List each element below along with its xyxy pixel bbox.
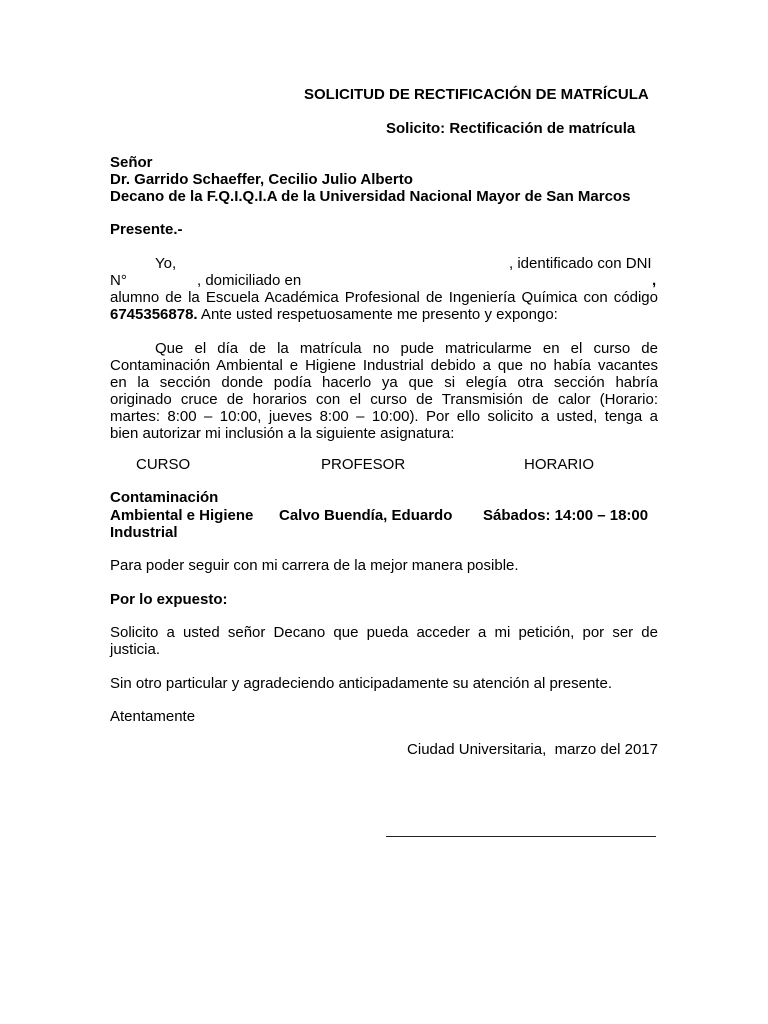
student-code: 6745356878. — [110, 306, 198, 323]
solicito-decano-line-1: Solicito a usted señor Decano que pueda acceder a mi petición, por ser de — [110, 624, 658, 641]
intro-domicilio: , domiciliado en — [197, 272, 302, 289]
body-line-6: bien autorizar mi inclusión a la siguiente asignatura: — [110, 425, 455, 442]
intro-expongo: Ante usted respetuosamente me presento y expongo: — [197, 306, 558, 323]
course-line-3: Industrial — [110, 524, 178, 541]
addressee-position: Decano de la F.Q.I.Q.I.A de la Universidad Nacional Mayor de San Marcos — [110, 188, 631, 205]
atentamente: Atentamente — [110, 708, 196, 725]
solicito-decano-line-2: justicia. — [110, 641, 161, 658]
course-line-2: Ambiental e Higiene — [110, 507, 254, 524]
professor-name: Calvo Buendía, Eduardo — [279, 507, 453, 524]
body-line-2: Contaminación Ambiental e Higiene Industrial debido a que no había vacantes — [110, 357, 658, 374]
document-title: SOLICITUD DE RECTIFICACIÓN DE MATRÍCULA — [304, 86, 649, 103]
body-line-3: en la sección donde podía hacerlo ya que si elegía otra sección habría — [110, 374, 658, 391]
addressee-name: Dr. Garrido Schaeffer, Cecilio Julio Alberto — [110, 171, 413, 188]
por-lo-expuesto: Por lo expuesto: — [110, 591, 228, 608]
addressee-title: Señor — [110, 154, 153, 171]
solicito-line: Solicito: Rectificación de matrícula — [386, 120, 636, 137]
header-curso: CURSO — [136, 456, 191, 473]
course-line-1: Contaminación — [110, 489, 219, 506]
intro-codigo-line — [110, 306, 658, 323]
presente: Presente.- — [110, 221, 183, 238]
intro-comma: , — [652, 272, 657, 289]
intro-yo: Yo, — [155, 255, 177, 272]
place-date: Ciudad Universitaria, marzo del 2017 — [407, 741, 658, 758]
header-profesor: PROFESOR — [321, 456, 406, 473]
sin-otro-particular: Sin otro particular y agradeciendo anticipadamente su atención al presente. — [110, 675, 612, 692]
signature-line — [386, 836, 656, 837]
para-carrera: Para poder seguir con mi carrera de la mejor manera posible. — [110, 557, 519, 574]
intro-alumno: alumno de la Escuela Académica Profesional de Ingeniería Química con código — [110, 289, 658, 306]
schedule: Sábados: 14:00 – 18:00 — [483, 507, 649, 524]
body-line-5: martes: 8:00 – 10:00, jueves 8:00 – 10:00). Por ello solicito a usted, tenga a — [110, 408, 658, 425]
body-line-4: originado cruce de horarios con el curso de Transmisión de calor (Horario: — [110, 391, 658, 408]
intro-dni: , identificado con DNI — [509, 255, 652, 272]
intro-n: N° — [110, 272, 127, 289]
header-horario: HORARIO — [524, 456, 595, 473]
body-line-1: Que el día de la matrícula no pude matricularme en el curso de — [155, 340, 658, 357]
